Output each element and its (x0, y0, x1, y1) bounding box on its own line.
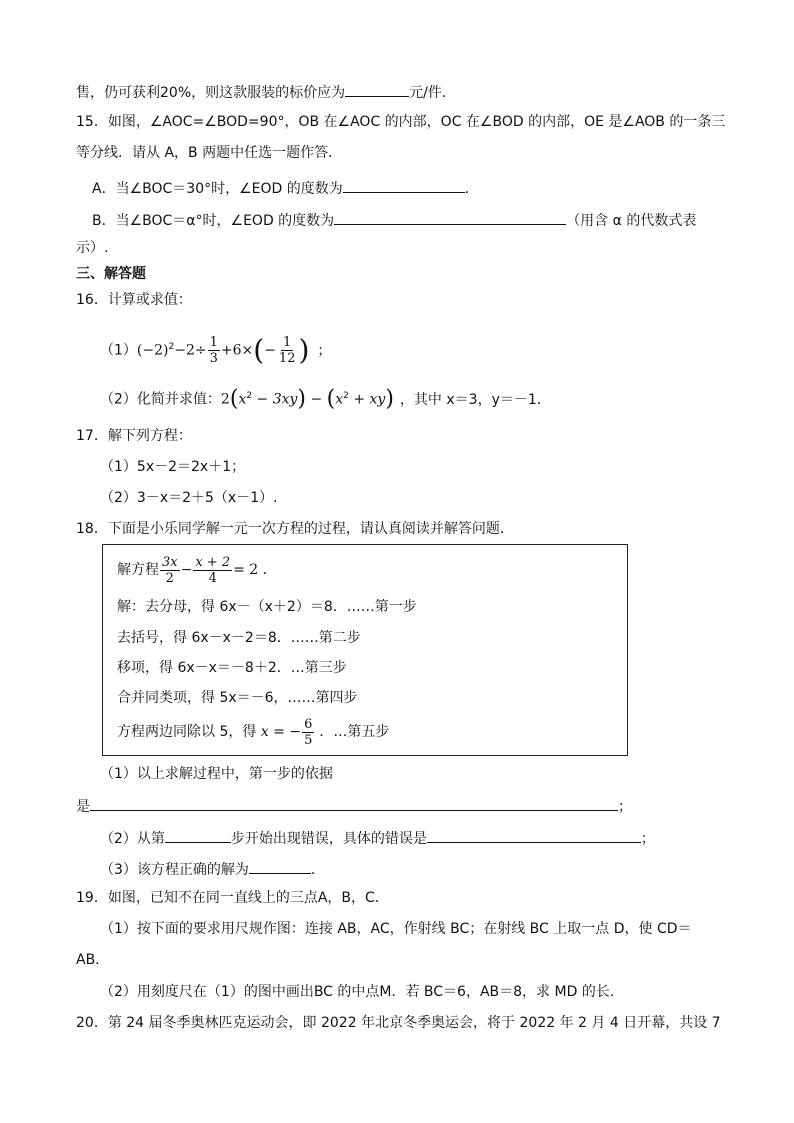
denominator: 2 (165, 570, 174, 586)
q16-p2-minus: − (306, 391, 327, 408)
answer-blank[interactable] (165, 826, 231, 843)
q15-line2: 等分线．请从 A，B 两题中任选一题作答． (76, 145, 343, 161)
step5-suffix: ．…第五步 (319, 724, 390, 740)
q17-part1: （1）5x－2＝2x＋1； (100, 459, 246, 475)
q18-p1-prefix: 是 (76, 799, 90, 815)
q18-p1-suffix: ； (618, 799, 632, 815)
denominator: 5 (304, 732, 313, 748)
q19-part1-line2: AB． (76, 952, 110, 968)
q16-p2-term2: + xy (348, 391, 386, 408)
step-2: 去括号，得 6x－x－2＝8．……第二步 (117, 630, 361, 646)
answer-blank[interactable] (345, 80, 409, 97)
denominator: 4 (208, 570, 217, 586)
step5-x: x = − (260, 724, 302, 740)
q14-text: 售，仍可获利20%，则这款服装的标价应为 (76, 85, 346, 101)
box-equation (117, 553, 277, 587)
q18-p3-suffix: ． (310, 862, 325, 878)
option-a-suffix: ． (464, 181, 479, 197)
solution-box (102, 544, 628, 756)
q18-p3-prefix: （3）该方程正确的解为 (100, 862, 249, 878)
q16-p1-c: +6× (220, 342, 254, 359)
fraction (208, 335, 220, 366)
q16-part1 (100, 330, 332, 367)
step-4: 合并同类项，得 5x＝－6，……第四步 (117, 690, 358, 706)
q18-part1-line1: （1）以上求解过程中，第一步的依据 (100, 766, 333, 782)
fraction (277, 335, 298, 366)
fraction (302, 717, 314, 748)
step-1: 解：去分母，得 6x－（x＋2）＝8．……第一步 (117, 599, 417, 615)
exponent: 2 (168, 342, 175, 352)
q17-title: 17．解下列方程： (76, 428, 192, 444)
right-paren: ) (298, 333, 310, 367)
q19-part1-line1: （1）按下面的要求用尺规作图：连接 AB，AC，作射线 BC；在射线 BC 上取一点 D，使 CD＝ (100, 921, 692, 937)
q17-part2: （2）3－x＝2＋5（x－1）. (100, 490, 278, 506)
section-title: 三、解答题 (76, 266, 146, 282)
q14-suffix: 元/件． (409, 85, 456, 101)
numerator: 1 (209, 335, 218, 351)
q16-p2-x: x (238, 391, 247, 408)
step-3: 移项，得 6x－x＝－8＋2．…第三步 (117, 660, 347, 676)
q15-option-a (92, 176, 479, 199)
q14-tail (76, 80, 456, 103)
q16-p2-x2: x (335, 391, 344, 408)
left-paren: ( (229, 386, 239, 412)
numerator: 1 (283, 335, 292, 351)
right-paren: ) (297, 386, 307, 412)
q15-line1: 15．如图，∠AOC=∠BOD=90°，OB 在∠AOC 的内部，OC 在∠BOD 的内部，OE 是∠AOB 的一条三 (76, 114, 726, 130)
q16-p2-coef: 2 (220, 391, 230, 408)
step-5 (117, 715, 389, 749)
q18-part2 (100, 826, 655, 849)
fraction (193, 555, 232, 586)
answer-blank[interactable] (343, 176, 465, 193)
option-b-prefix: B．当∠BOC＝α°时，∠EOD 的度数为 (92, 213, 335, 229)
q16-p2-term: − 3xy (252, 391, 298, 408)
q16-p1-a: (−2) (136, 342, 169, 359)
q19-title: 19．如图，已知不在同一直线上的三点A，B，C． (76, 890, 389, 906)
q18-part1-line2 (76, 794, 632, 817)
q16-title: 16．计算或求值： (76, 292, 192, 308)
denominator: 3 (209, 351, 218, 367)
minus-sign: − (180, 562, 193, 578)
q16-p1-d: ； (317, 342, 332, 359)
right-paren: ) (385, 386, 394, 412)
box-eq-prefix: 解方程 (117, 562, 159, 578)
q19-part2: （2）用刻度尺在（1）的图中画出BC 的中点M．若 BC＝6，AB＝8，求 MD 的长． (100, 984, 624, 1000)
exponent: 2 (343, 391, 349, 401)
answer-blank[interactable] (249, 857, 311, 874)
numerator: 6 (304, 716, 313, 732)
q15-option-b-line2: 示）. (76, 240, 109, 256)
q18-part3 (100, 857, 325, 880)
q18-p2-suffix: ； (640, 831, 655, 847)
q16-p2-label: （2）化简并求值： (100, 391, 221, 408)
answer-blank[interactable] (334, 208, 566, 225)
q18-title: 18．下面是小乐同学解一元一次方程的过程，请认真阅读并解答问题． (76, 521, 514, 537)
q16-part2 (100, 386, 551, 410)
q20-line1: 20．第 24 届冬季奥林匹克运动会，即 2022 年北京冬季奥运会，将于 2022 年 2 月 4 日开幕，共设 7 (76, 1015, 721, 1031)
q16-p2-suffix: ，其中 x＝3，y＝－1． (399, 391, 551, 408)
q15-option-b (92, 208, 696, 231)
q18-p2-mid: 步开始出现错误，具体的错误是 (230, 831, 427, 847)
numerator: 3x (162, 554, 178, 570)
left-paren: ( (253, 333, 265, 367)
answer-blank[interactable] (427, 826, 641, 843)
exponent: 2 (246, 391, 253, 401)
fraction (160, 555, 180, 586)
step5-prefix: 方程两边同除以 5，得 (117, 724, 261, 740)
q16-p1-label: （1） (100, 342, 137, 359)
numerator: x + 2 (195, 554, 231, 570)
option-b-suffix: （用含 α 的代数式表 (566, 213, 697, 229)
option-a-prefix: A．当∠BOC＝30°时，∠EOD 的度数为 (92, 181, 343, 197)
answer-blank[interactable] (90, 794, 618, 811)
box-eq-suffix: = 2 ． (233, 562, 277, 578)
left-paren: ( (326, 386, 336, 412)
q16-p1-b: −2÷ (174, 342, 207, 359)
denominator: 12 (278, 351, 296, 367)
q18-p2-prefix: （2）从第 (100, 831, 165, 847)
minus-sign: − (264, 342, 276, 359)
